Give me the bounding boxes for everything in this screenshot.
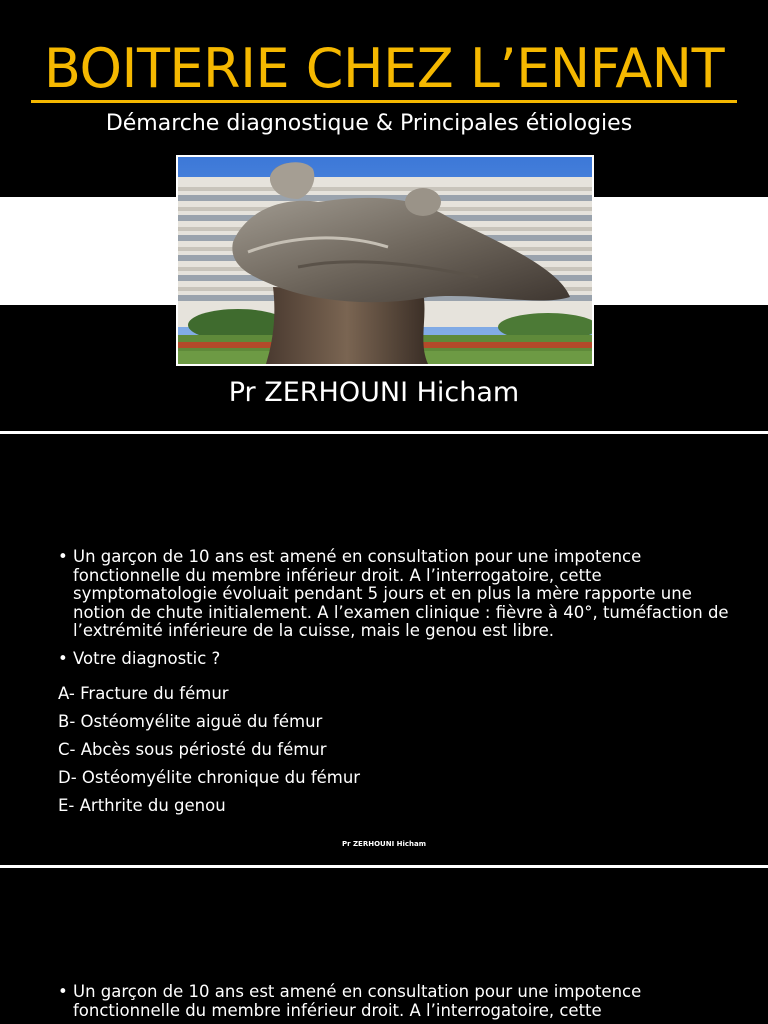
question-slide-partial — [0, 868, 768, 1024]
options-list — [58, 680, 738, 820]
title-slide — [0, 0, 768, 431]
option-c: C- Abcès sous périosté du fémur — [58, 740, 327, 759]
title-underline — [31, 100, 737, 103]
option-d: D- Ostéomyélite chronique du fémur — [58, 768, 361, 787]
option-a: A- Fracture du fémur — [58, 684, 229, 703]
question-prompt: • Votre diagnostic ? — [58, 650, 738, 669]
question-line-1: • Un garçon de 10 ans est amené en consultation pour une impotence — [73, 982, 642, 1001]
slide-title: BOITERIE CHEZ L’ENFANT — [43, 37, 725, 100]
question-text-partial — [58, 983, 738, 1020]
question-text: • Un garçon de 10 ans est amené en consultation pour une impotence fonctionnelle du membre inférieur droit. A l’interrogatoire, cette symptomatologie évoluait pendant 5 jours et en plus la mère rapporte une notion de chute initialement. A l’examen clinique : fièvre à 40°, tuméfaction de l’extrémité inférieure de la cuisse, mais le genou est libre. — [58, 548, 738, 641]
slide-footer: Pr ZERHOUNI Hicham — [341, 840, 427, 848]
question-slide — [0, 434, 768, 865]
slide-subtitle: Démarche diagnostique & Principales étiologies — [105, 111, 633, 136]
question-block — [58, 548, 738, 668]
question-line-2: fonctionnelle du membre inférieur droit. A l’interrogatoire, cette — [73, 1000, 602, 1020]
author-name: Pr ZERHOUNI Hicham — [228, 377, 520, 408]
statue-photo — [176, 155, 594, 366]
option-e: E- Arthrite du genou — [58, 796, 226, 815]
question-block-partial — [58, 983, 738, 1020]
option-b: B- Ostéomyélite aiguë du fémur — [58, 712, 323, 731]
